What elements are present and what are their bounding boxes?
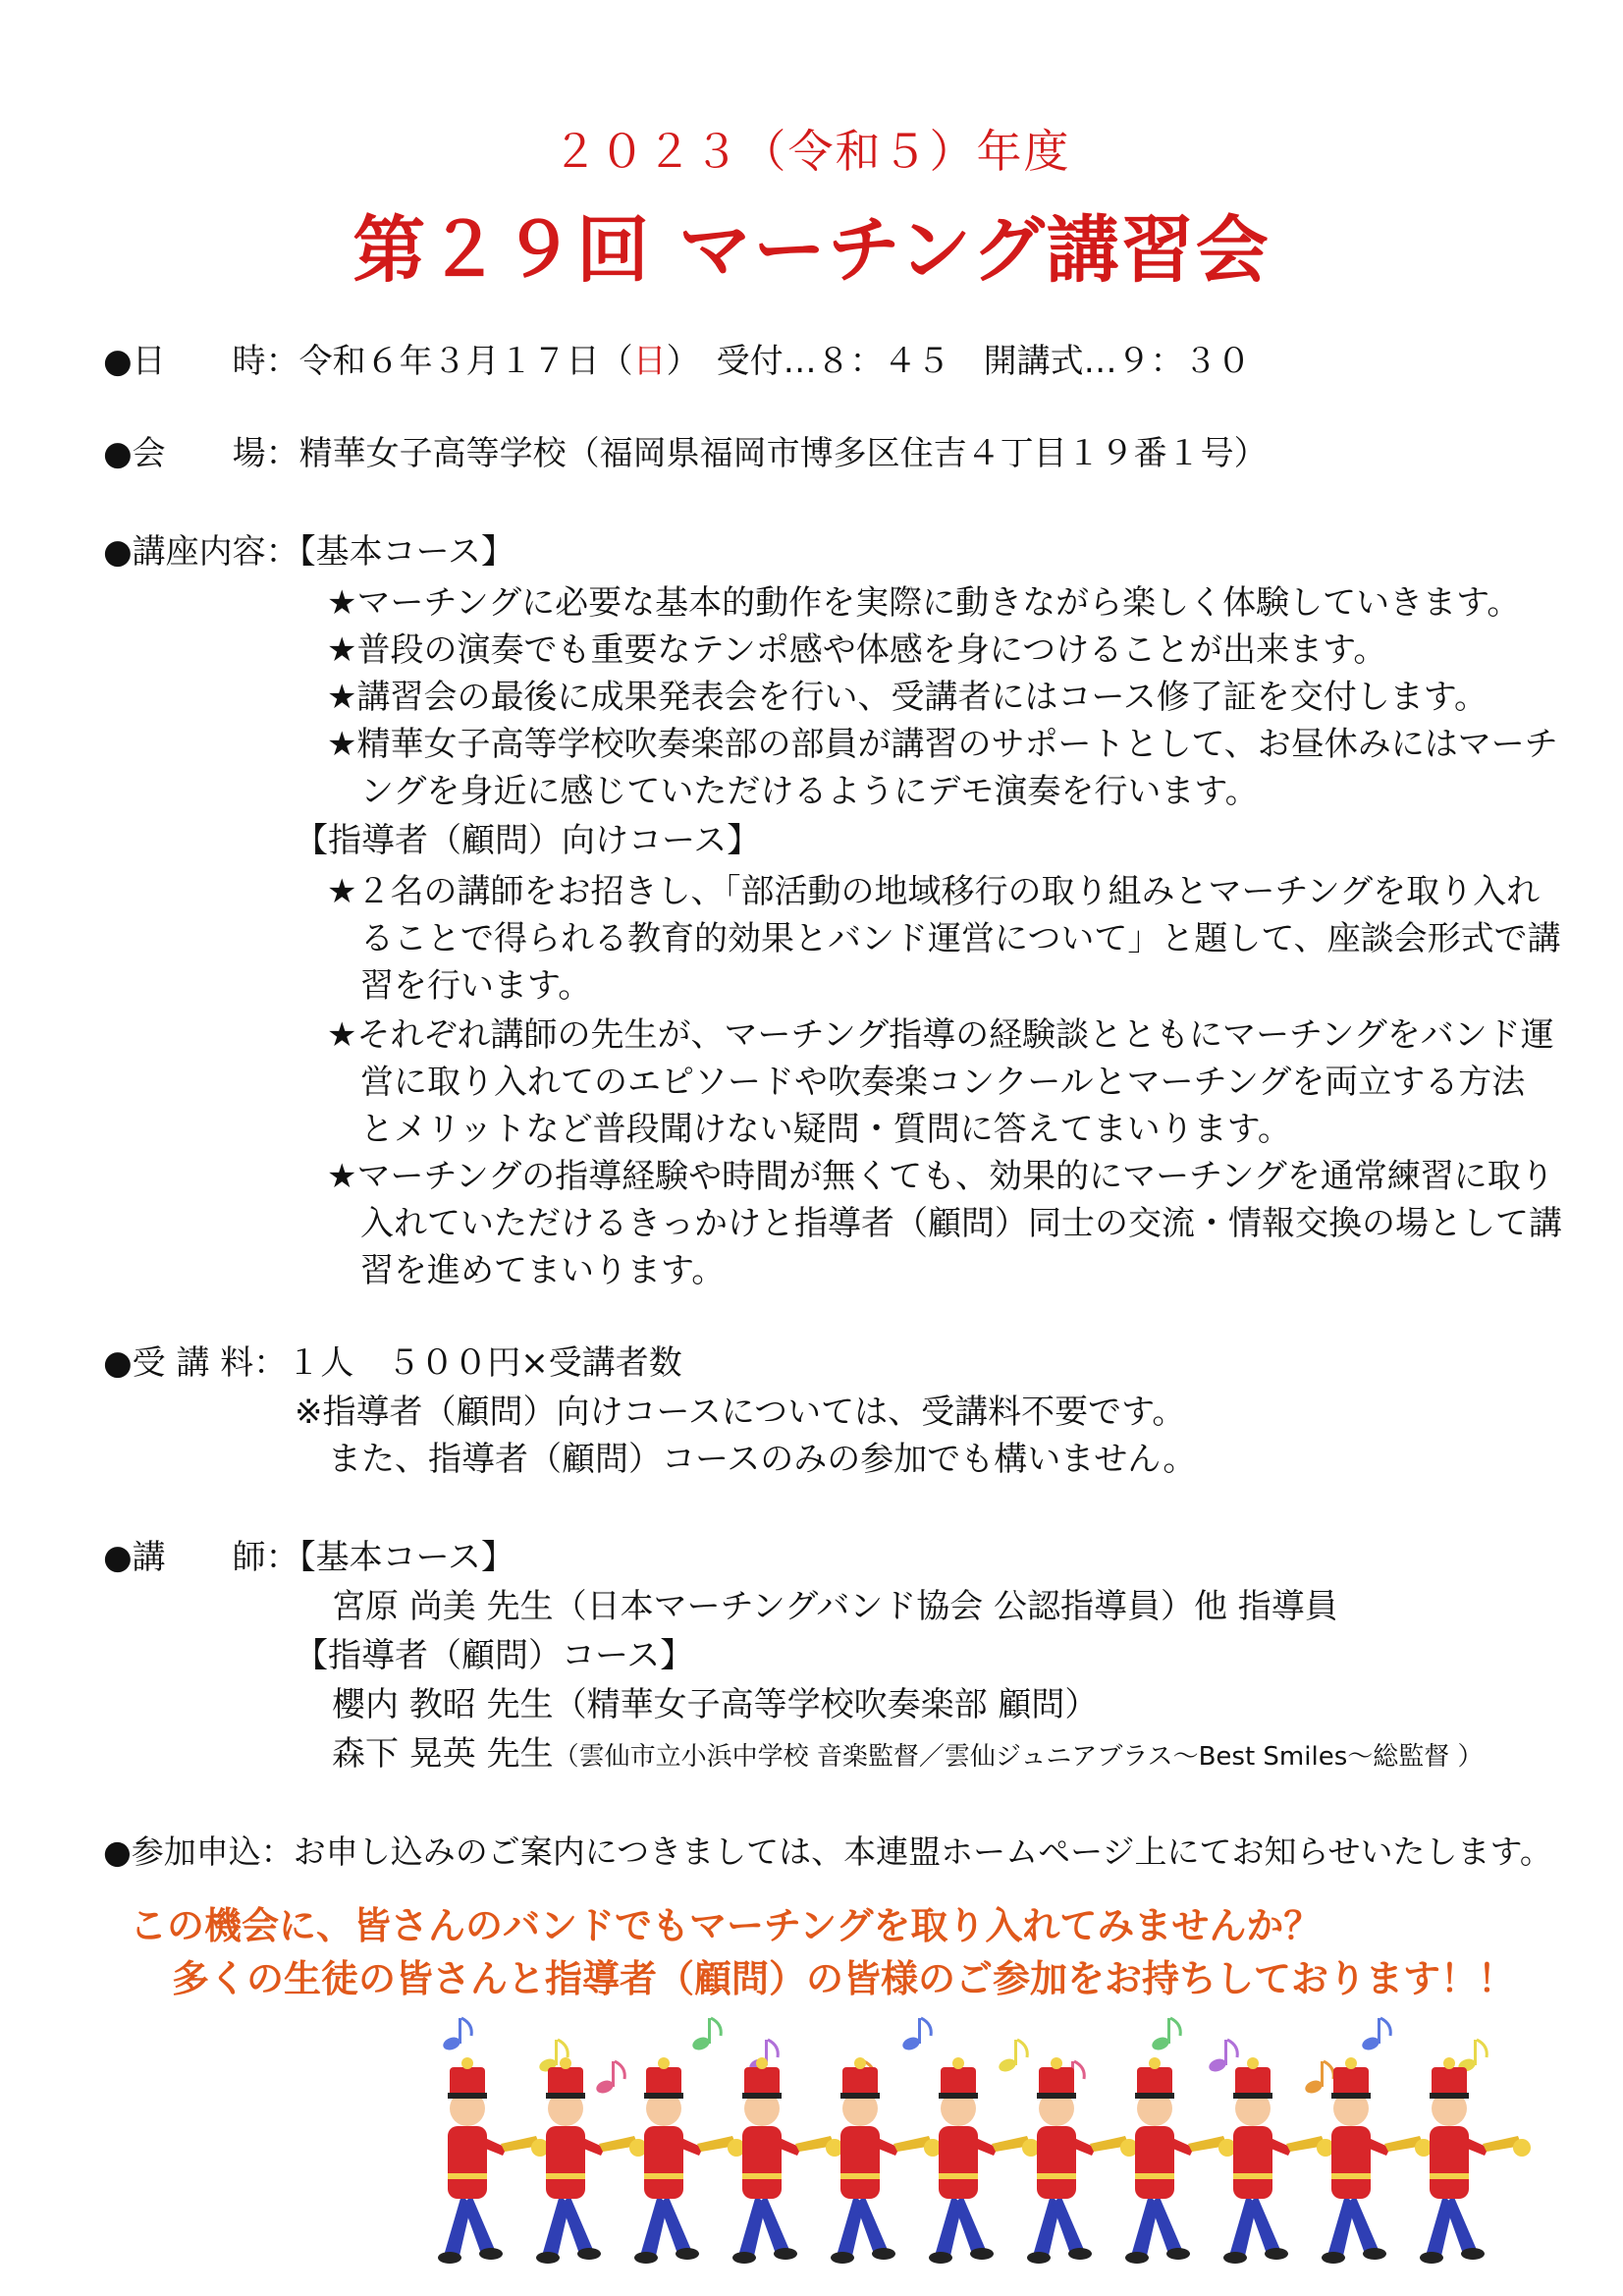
instructor-advisor-2-name: 森下 晃英 先生 (332, 1734, 554, 1774)
instructor-advisor-1: 櫻内 教昭 先生（精華女子高等学校吹奏楽部 顧問） (332, 1685, 1099, 1724)
content-basic-head: 【基本コース】 (298, 532, 514, 572)
date-times: ） 受付…８：４５ 開講式…９：３０ (666, 342, 1251, 381)
apply-value: お申し込みのご案内につきましては、本連盟ホームページ上にてお知らせいたします。 (293, 1832, 1552, 1871)
fee-note: ※指導者（顧問）向けコースについては、受講料不要です。 (295, 1393, 1186, 1432)
closing-line-2: 多くの生徒の皆さんと指導者（顧問）の皆様のご参加をお持ちしております！！ (172, 1957, 1516, 2000)
music-note-icon (997, 2040, 1027, 2074)
date-value: 令和６年３月１７日（ (298, 342, 633, 381)
advisor-line: 営に取り入れてのエピソードや吹奏楽コンクールとマーチングを両立する方法 (327, 1063, 1526, 1102)
content-label: ●講座内容： (103, 532, 299, 572)
music-note-icon (594, 2061, 624, 2096)
venue-value: 精華女子高等学校（福岡県福岡市博多区住吉４丁目１９番１号） (298, 434, 1268, 473)
basic-line: ★講習会の最後に成果発表会を行い、受講者にはコース修了証を交付します。 (327, 678, 1488, 717)
advisor-line: とメリットなど普段聞けない疑問・質問に答えてまいります。 (327, 1110, 1291, 1149)
instructors-label: ●講 師： (103, 1538, 299, 1577)
content-advisor-head: 【指導者（顧問）向けコース】 (295, 821, 761, 860)
advisor-line: ることで得られる教育的効果とバンド運営について」と題して、座談会形式で講 (327, 919, 1561, 958)
band-member (929, 2057, 1040, 2264)
advisor-line: ★それぞれ講師の先生が、マーチング指導の経験談とともにマーチングをバンド運 (327, 1015, 1554, 1055)
music-note-icon (1303, 2061, 1333, 2096)
basic-line: ★普段の演奏でも重要なテンポ感や体感を身につけることが出来ます。 (327, 630, 1387, 670)
advisor-line: 習を行います。 (327, 966, 592, 1006)
instructors-row (103, 1534, 514, 1581)
band-member (1027, 2057, 1138, 2264)
apply-row (103, 1829, 1552, 1876)
advisor-line: 入れていただけるきっかけと指導者（顧問）同士の交流・情報交換の場として講 (327, 1204, 1562, 1243)
basic-line: ングを身近に感じていただけるようにデモ演奏を行います。 (327, 772, 1259, 811)
venue-label: ●会 場： (103, 434, 299, 473)
venue-row (103, 430, 1268, 477)
fee-row (103, 1339, 682, 1387)
music-note-icon (900, 2018, 931, 2052)
date-day: 日 (632, 342, 667, 381)
music-note-icon (1360, 2018, 1390, 2052)
instructor-advisor-2-detail: （雲仙市立小浜中学校 音楽監督／雲仙ジュニアブラス～Best Smiles～総監督 ） (553, 1742, 1484, 1772)
marching-band-illustration (432, 1998, 1542, 2283)
fee-label: ●受 講 料： (103, 1343, 288, 1383)
instructor-basic: 宮原 尚美 先生（日本マーチングバンド協会 公認指導員）他 指導員 (332, 1587, 1338, 1626)
advisor-line: ★２名の講師をお招きし、「部活動の地域移行の取り組みとマーチングを取り入れ (327, 872, 1541, 911)
date-label: ●日 時： (103, 342, 299, 381)
date-row (103, 338, 1251, 385)
band-member (1420, 2057, 1531, 2264)
band-member (732, 2057, 843, 2264)
band-member (1322, 2057, 1433, 2264)
title-year: ２０２３（令和５）年度 (552, 125, 1071, 178)
advisor-line: ★マーチングの指導経験や時間が無くても、効果的にマーチングを通常練習に取り (327, 1157, 1554, 1196)
instructor-advisor-2 (332, 1730, 1484, 1780)
band-member (1125, 2057, 1236, 2264)
instructors-basic-head: 【基本コース】 (298, 1538, 514, 1577)
music-note-icon (690, 2018, 721, 2052)
fee-note: また、指導者（顧問）コースのみの参加でも構いません。 (295, 1440, 1197, 1479)
advisor-line: 習を進めてまいります。 (327, 1251, 726, 1290)
content-row (103, 528, 514, 575)
apply-label: ●参加申込： (103, 1832, 294, 1871)
band-member (634, 2057, 745, 2264)
band-member (438, 2057, 549, 2264)
fee-value: １人 ５００円×受講者数 (287, 1343, 682, 1383)
closing-line-1: この機会に、皆さんのバンドでもマーチングを取り入れてみませんか？ (130, 1904, 1322, 1947)
page-title: 第２９回 マーチング講習会 (352, 208, 1271, 293)
basic-line: ★マーチングに必要な基本的動作を実際に動きながら楽しく体験していきます。 (327, 583, 1521, 623)
band-member (536, 2057, 647, 2264)
music-note-icon (441, 2018, 471, 2052)
basic-line: ★精華女子高等学校吹奏楽部の部員が講習のサポートとして、お昼休みにはマーチ (327, 725, 1558, 764)
music-note-icon (1207, 2040, 1237, 2074)
band-member (831, 2057, 942, 2264)
music-note-icon (1150, 2018, 1180, 2052)
instructors-advisor-head: 【指導者（顧問）コース】 (295, 1636, 694, 1675)
